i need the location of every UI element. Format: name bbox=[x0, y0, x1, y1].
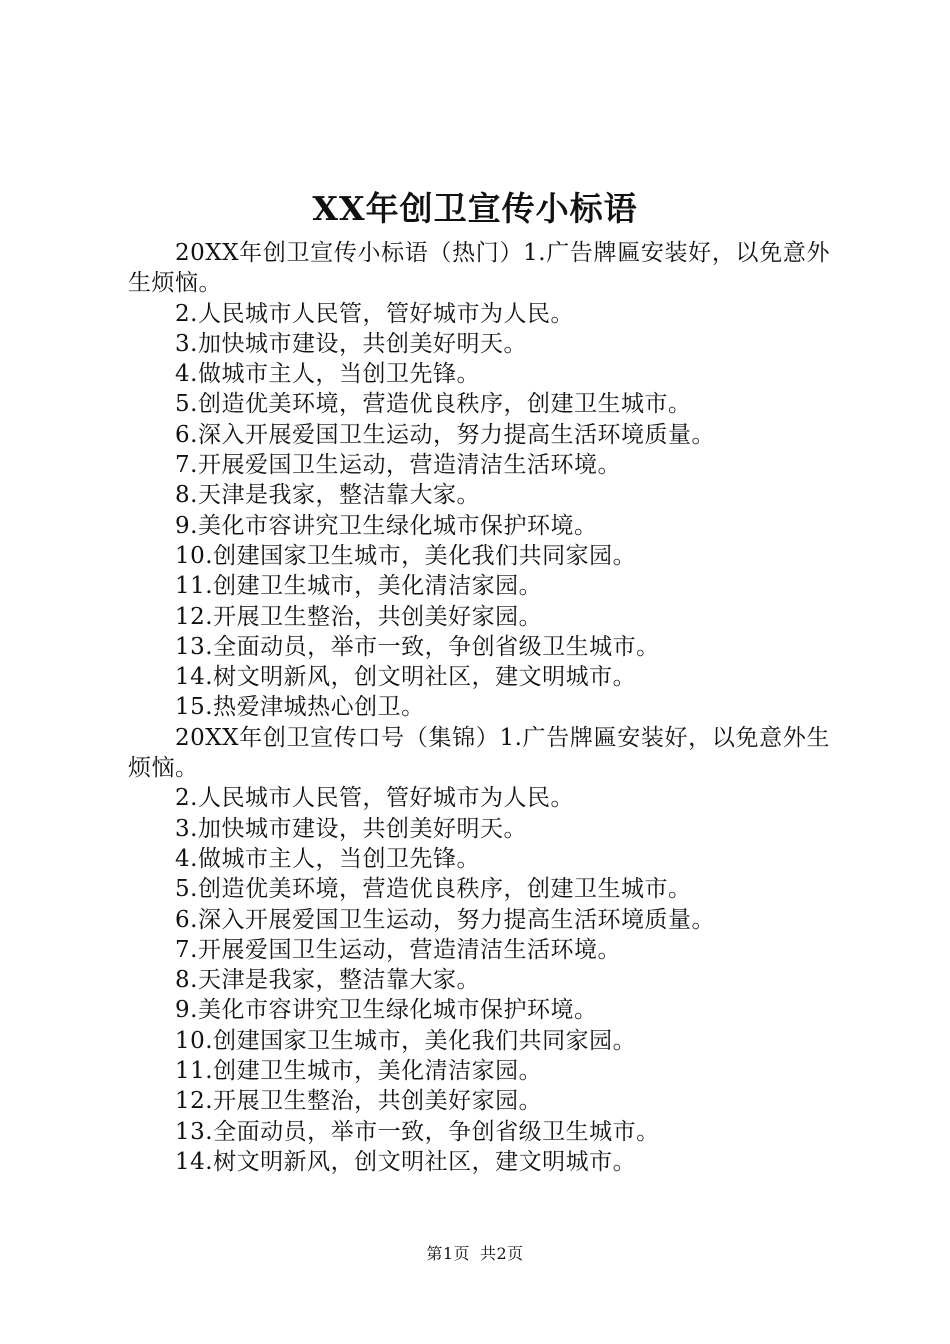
paragraph: 8.天津是我家，整洁靠大家。 bbox=[175, 482, 480, 509]
paragraph: 10.创建国家卫生城市，美化我们共同家园。 bbox=[175, 542, 637, 569]
paragraph: 4.做城市主人，当创卫先锋。 bbox=[175, 845, 480, 872]
paragraph: 6.深入开展爱国卫生运动，努力提高生活环境质量。 bbox=[175, 421, 715, 448]
paragraph: 10.创建国家卫生城市，美化我们共同家园。 bbox=[175, 1027, 637, 1054]
paragraph: 20XX年创卫宣传口号（集锦）1.广告牌匾安装好，以免意外生烦恼。 bbox=[128, 724, 830, 782]
paragraph: 2.人民城市人民管，管好城市为人民。 bbox=[175, 300, 574, 327]
paragraph: 13.全面动员，举市一致，争创省级卫生城市。 bbox=[175, 633, 660, 660]
paragraph: 8.天津是我家，整洁靠大家。 bbox=[175, 967, 480, 994]
paragraph: 5.创造优美环境，营造优良秩序，创建卫生城市。 bbox=[175, 391, 692, 418]
document-body bbox=[128, 238, 830, 1177]
paragraph: 9.美化市容讲究卫生绿化城市保护环境。 bbox=[175, 512, 598, 539]
paragraph: 4.做城市主人，当创卫先锋。 bbox=[175, 361, 480, 388]
paragraph: 5.创造优美环境，营造优良秩序，创建卫生城市。 bbox=[175, 876, 692, 903]
paragraph: 11.创建卫生城市，美化清洁家园。 bbox=[175, 573, 543, 600]
paragraph: 7.开展爱国卫生运动，营造清洁生活环境。 bbox=[175, 936, 621, 963]
paragraph: 13.全面动员，举市一致，争创省级卫生城市。 bbox=[175, 1118, 660, 1145]
paragraph: 2.人民城市人民管，管好城市为人民。 bbox=[175, 785, 574, 812]
paragraph: 14.树文明新风，创文明社区，建文明城市。 bbox=[175, 1148, 637, 1175]
paragraph: 6.深入开展爱国卫生运动，努力提高生活环境质量。 bbox=[175, 906, 715, 933]
page-number: 第1页 bbox=[426, 1244, 470, 1263]
paragraph: 14.树文明新风，创文明社区，建文明城市。 bbox=[175, 664, 637, 691]
paragraph: 3.加快城市建设，共创美好明天。 bbox=[175, 330, 527, 357]
document-title: XX年创卫宣传小标语 bbox=[312, 189, 638, 228]
paragraph: 11.创建卫生城市，美化清洁家园。 bbox=[175, 1058, 543, 1085]
page-total: 共2页 bbox=[480, 1244, 524, 1263]
paragraph: 7.开展爱国卫生运动，营造清洁生活环境。 bbox=[175, 452, 621, 479]
paragraph: 12.开展卫生整治，共创美好家园。 bbox=[175, 603, 543, 630]
page-footer bbox=[0, 1243, 950, 1265]
paragraph: 9.美化市容讲究卫生绿化城市保护环境。 bbox=[175, 997, 598, 1024]
paragraph: 3.加快城市建设，共创美好明天。 bbox=[175, 815, 527, 842]
paragraph: 15.热爱津城热心创卫。 bbox=[175, 694, 425, 721]
paragraph: 12.开展卫生整治，共创美好家园。 bbox=[175, 1088, 543, 1115]
paragraph: 20XX年创卫宣传小标语（热门）1.广告牌匾安装好，以免意外生烦恼。 bbox=[128, 240, 830, 297]
